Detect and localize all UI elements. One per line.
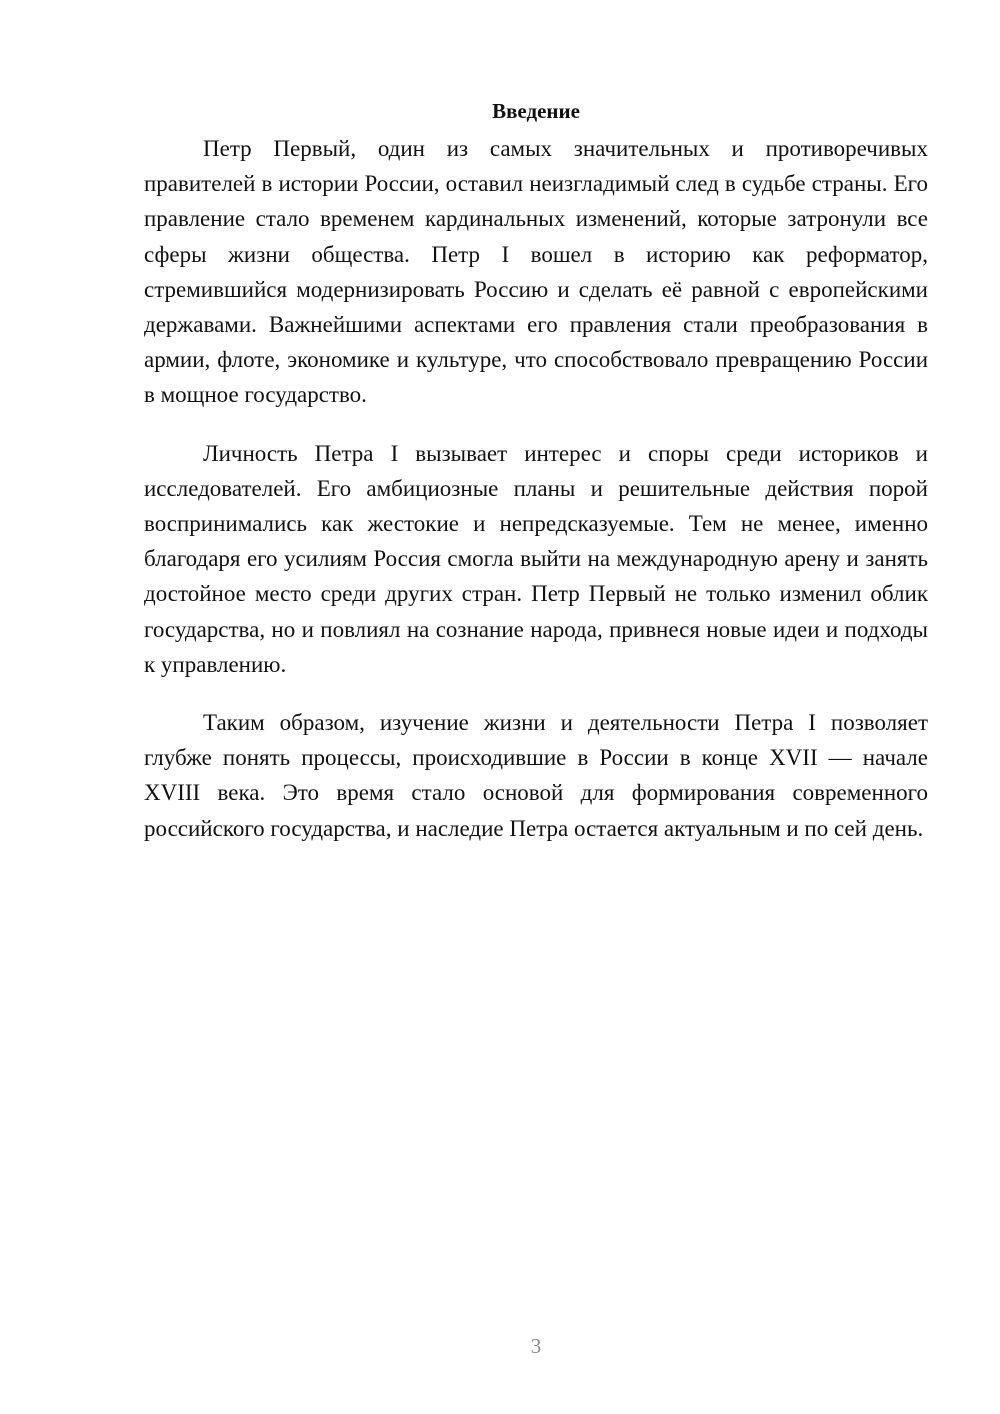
page-content — [144, 96, 928, 869]
paragraph-2: Личность Петра I вызывает интерес и споры среди историков и исследователей. Его амбициозные планы и решительные действия порой воспринимались как жестокие и непредсказуемые. Тем не менее, именно благодаря его усилиям Россия смогла выйти на международную арену и занять достойное место среди других стран. Петр Первый не только изменил облик государства, но и повлиял на сознание народа, привнеся новые идеи и подходы к управлению. — [144, 440, 928, 677]
page-number: 3 — [530, 1334, 542, 1358]
section-heading: Введение — [492, 99, 580, 123]
paragraph-3: Таким образом, изучение жизни и деятельности Петра I позволяет глубже понять процессы, происходившие в России в конце XVII — начале XVIII века. Это время стало основой для формирования современного российского государства, и наследие Петра остается актуальным и по сей день. — [144, 710, 928, 841]
paragraph-1: Петр Первый, один из самых значительных и противоречивых правителей в истории России, оставил неизгладимый след в судьбе страны. Его правление стало временем кардинальных изменений, которые затронули все сферы жизни общества. Петр I вошел в историю как реформатор, стремившийся модернизировать Россию и сделать её равной с европейскими державами. Важнейшими аспектами его правления стали преобразования в армии, флоте, экономике и культуре, что способствовало превращению России в мощное государство. — [144, 136, 928, 408]
